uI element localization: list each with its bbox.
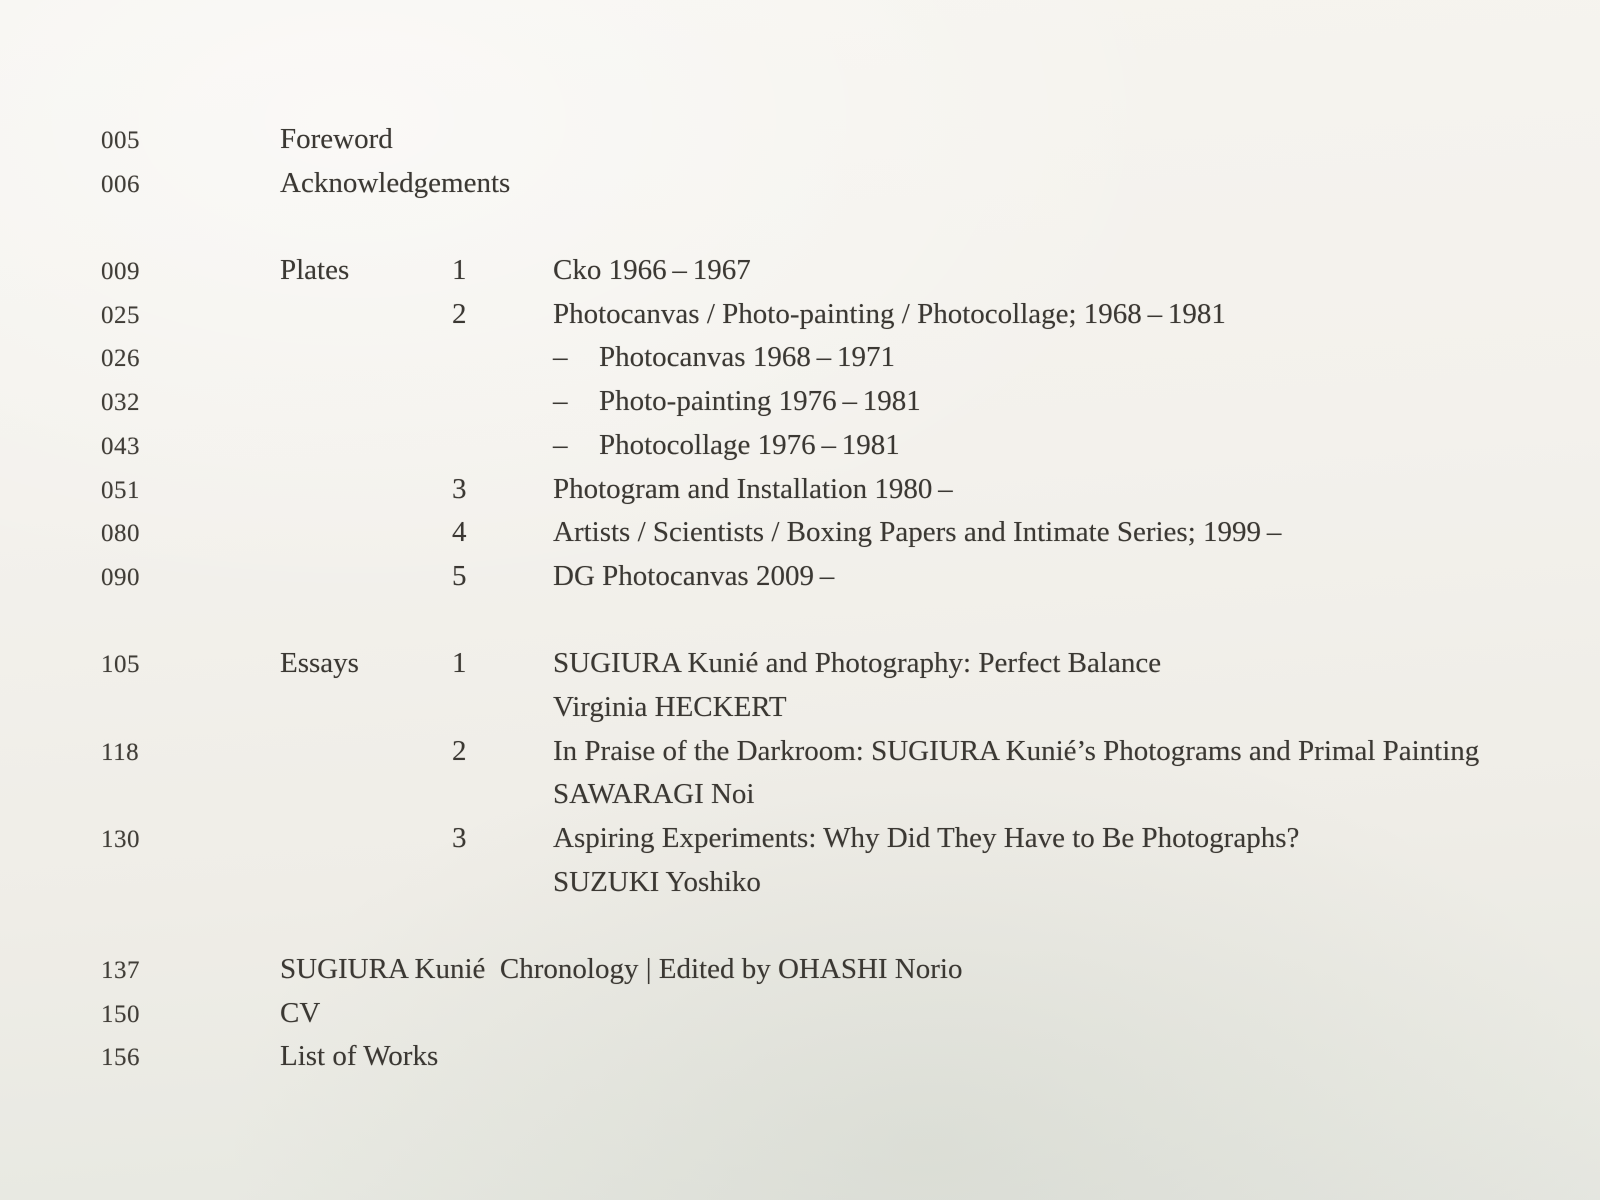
page-number: 105 — [101, 651, 140, 679]
page-number: 025 — [101, 301, 140, 329]
page-number: 130 — [101, 826, 140, 853]
author-name: SAWARAGI Noi — [553, 778, 755, 811]
entry-title — [553, 429, 1600, 462]
toc-row — [0, 822, 1600, 866]
toc-row — [0, 691, 1600, 735]
sub-entry-title: Photocollage 1976 – 1981 — [599, 428, 900, 461]
item-number: 2 — [452, 734, 467, 767]
dash-marker: – — [553, 428, 568, 461]
toc-row — [0, 560, 1600, 604]
page-number: 026 — [101, 345, 140, 373]
toc-row — [0, 385, 1600, 429]
page-number: 032 — [101, 389, 140, 417]
item-number: 1 — [452, 254, 467, 287]
toc-row — [0, 298, 1600, 342]
sub-entry-title: Photocanvas 1968 – 1971 — [599, 341, 895, 374]
entry-title: Photocanvas / Photo-painting / Photocollage; 1968 – 1981 — [553, 297, 1226, 330]
item-number: 3 — [452, 822, 467, 854]
toc-row — [0, 429, 1600, 473]
toc-row — [0, 516, 1600, 560]
sub-entry-title: Photo-painting 1976 – 1981 — [599, 385, 921, 418]
page-number: 118 — [101, 738, 140, 766]
entry-title: Cko 1966 – 1967 — [553, 254, 751, 287]
toc-row — [0, 647, 1600, 691]
item-number: 2 — [452, 297, 467, 330]
page-number: 156 — [101, 1044, 140, 1072]
entry-title: List of Works — [280, 1040, 439, 1073]
entry-title: DG Photocanvas 2009 – — [553, 559, 835, 592]
page-number: 150 — [101, 1000, 140, 1028]
author-name: Virginia HECKERT — [553, 690, 787, 723]
entry-title — [553, 385, 1600, 418]
toc-row — [0, 123, 1600, 167]
dash-marker: – — [553, 385, 568, 418]
page-number: 009 — [101, 258, 140, 286]
page-number: 051 — [101, 476, 140, 504]
entry-title: Foreword — [280, 123, 393, 155]
toc-row — [0, 735, 1600, 779]
entry-title: CV — [280, 996, 321, 1029]
item-number: 3 — [452, 472, 467, 505]
item-number: 5 — [452, 559, 467, 592]
entry-title — [553, 341, 1600, 374]
entry-title: Aspiring Experiments: Why Did They Have to Be Photographs? — [553, 822, 1300, 854]
entry-title: In Praise of the Darkroom: SUGIURA Kunié’s Photograms and Primal Painting — [553, 734, 1480, 767]
toc-row — [0, 866, 1600, 910]
page-number: 137 — [101, 957, 140, 985]
toc-row — [0, 997, 1600, 1041]
entry-title: Photogram and Installation 1980 – — [553, 472, 953, 505]
entry-title: Acknowledgements — [280, 166, 511, 199]
dash-marker: – — [553, 341, 568, 374]
section-label: Essays — [280, 647, 359, 680]
toc-row — [0, 778, 1600, 822]
toc-row — [0, 341, 1600, 385]
toc-row — [0, 953, 1600, 997]
toc-row — [0, 473, 1600, 517]
page-number: 090 — [101, 563, 140, 591]
item-number: 1 — [452, 647, 467, 680]
page-number: 006 — [101, 170, 140, 198]
entry-title: SUGIURA Kunié and Photography: Perfect Balance — [553, 647, 1162, 680]
author-name: SUZUKI Yoshiko — [553, 865, 761, 898]
toc-row — [0, 167, 1600, 211]
item-number: 4 — [452, 516, 467, 549]
section-label: Plates — [280, 254, 350, 287]
toc-row — [0, 1040, 1600, 1084]
entry-title: Artists / Scientists / Boxing Papers and Intimate Series; 1999 – — [553, 516, 1282, 549]
entry-title: SUGIURA Kunié Chronology | Edited by OHASHI Norio — [280, 953, 963, 986]
toc-row — [0, 254, 1600, 298]
page-number: 043 — [101, 432, 140, 460]
page-number: 005 — [101, 127, 140, 154]
page-number: 080 — [101, 520, 140, 548]
